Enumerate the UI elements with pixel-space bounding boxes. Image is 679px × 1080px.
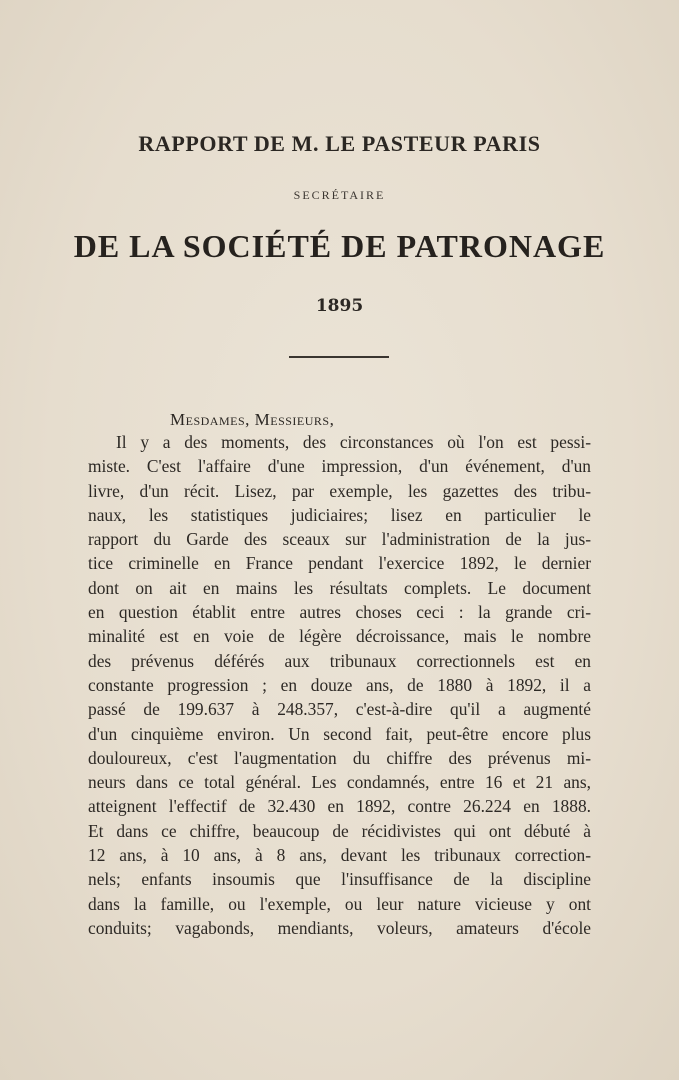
- text-line: rapport du Garde des sceaux sur l'administration de la jus-: [88, 529, 591, 550]
- text-line: d'un cinquième environ. Un second fait, peut-être encore plus: [88, 723, 591, 744]
- text-line: 12 ans, à 10 ans, à 8 ans, devant les tribunaux correction-: [88, 845, 591, 866]
- text-line: en question établit entre autres choses ceci : la grande cri-: [88, 602, 591, 623]
- author-role: SECRÉTAIRE: [293, 188, 386, 202]
- report-title: RAPPORT DE M. LE PASTEUR PARIS: [138, 131, 541, 156]
- text-line: conduits; vagabonds, mendiants, voleurs, amateurs d'école: [88, 917, 591, 938]
- text-line: des prévenus déférés aux tribunaux correctionnels est en: [88, 650, 591, 671]
- text-line: atteignent l'effectif de 32.430 en 1892, contre 26.224 en 1888.: [88, 796, 591, 817]
- salutation: Mesdames, Messieurs,: [170, 410, 335, 429]
- text-line: tice criminelle en France pendant l'exercice 1892, le dernier: [88, 553, 591, 574]
- text-line: dans la famille, ou l'exemple, ou leur nature vicieuse y ont: [88, 893, 591, 914]
- text-line: Il y a des moments, des circonstances où l'on est pessi-: [116, 432, 591, 452]
- text-line: minalité est en voie de légère décroissance, mais le nombre: [88, 626, 591, 647]
- text-line: neurs dans ce total général. Les condamnés, entre 16 et 21 ans,: [88, 772, 591, 793]
- report-year: 1895: [315, 296, 364, 316]
- text-line: miste. C'est l'affaire d'une impression, d'un événement, d'un: [88, 456, 591, 477]
- text-line: Et dans ce chiffre, beaucoup de récidivistes qui ont débuté à: [88, 820, 591, 841]
- body-text: [88, 430, 591, 940]
- text-line: constante progression ; en douze ans, de 1880 à 1892, il a: [88, 674, 591, 695]
- text-line: naux, les statistiques judiciaires; lisez en particulier le: [88, 504, 591, 525]
- text-line: nels; enfants insoumis que l'insuffisance de la discipline: [88, 869, 591, 890]
- section-divider: [289, 356, 389, 358]
- text-line: passé de 199.637 à 248.357, c'est-à-dire qu'il a augmenté: [88, 699, 591, 720]
- text-line: livre, d'un récit. Lisez, par exemple, les gazettes des tribu-: [88, 480, 591, 501]
- text-line: dont on ait en mains les résultats complets. Le document: [88, 577, 591, 598]
- text-line: douloureux, c'est l'augmentation du chiffre des prévenus mi-: [88, 747, 591, 768]
- society-title: DE LA SOCIÉTÉ DE PATRONAGE: [73, 228, 606, 264]
